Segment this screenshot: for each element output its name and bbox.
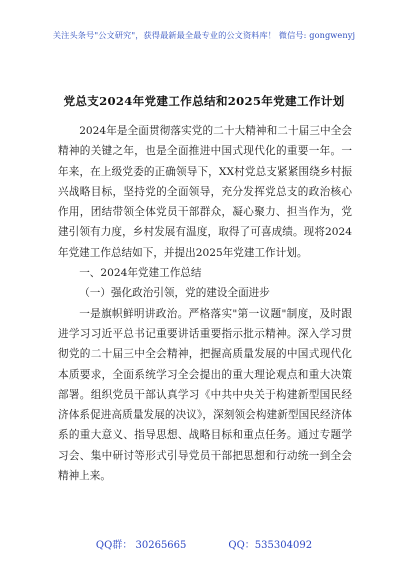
body-paragraph: 一是旗帜鲜明讲政治。严格落实"第一议题"制度，及时跟进学习习近平总书记重要讲话重要指示批示精神。深入学习贯彻党的二十届三中全会精神，把握高质量发展的中国式现代化本质要求，全面系统学习全会提出的重大理论观点和重大决策部署。组织党员干部认真学习《中共中央关于构建新型国民经济体系促进高质量发展的决议》，深刻领会构建新型国民经济体系的重大意义、指导思想、战略目标和重点任务。通过专题学习会、集中研讨等形式引导党员干部把思想和行动统一到全会精神上来。 <box>58 307 352 483</box>
intro-paragraph: 2024年是全面贯彻落实党的二十大精神和二十届三中全会精神的关键之年，也是全面推进中国式现代化的重要一年。一年来，在上级党委的正确领导下，XX村党总支紧紧围绕乡村振兴战略目标，坚持党的全面领导，充分发挥党总支的政治核心作用，团结带领全体党员干部群众，凝心聚力、担当作为，党建引领有力度，乡村发展有温度，取得了可喜成绩。现将2024年党建工作总结如下，并提出2025年党建工作计划。 <box>58 125 352 259</box>
header-banner: 关注头条号"公文研究"，获得最新最全最专业的公文资料库！ 微信号: gongwenyj <box>52 30 356 40</box>
document-body <box>58 121 352 486</box>
footer-qq: QQ：535304092 <box>228 540 313 551</box>
document-title: 党总支2024年党建工作总结和2025年党建工作计划 <box>63 94 345 108</box>
footer-contact <box>0 536 408 551</box>
section-heading: 一、2024年党建工作总结 <box>79 267 202 280</box>
footer-qq-group: QQ群： 30265665 <box>95 540 187 551</box>
subsection-heading: （一）强化政治引领，党的建设全面进步 <box>79 287 270 300</box>
